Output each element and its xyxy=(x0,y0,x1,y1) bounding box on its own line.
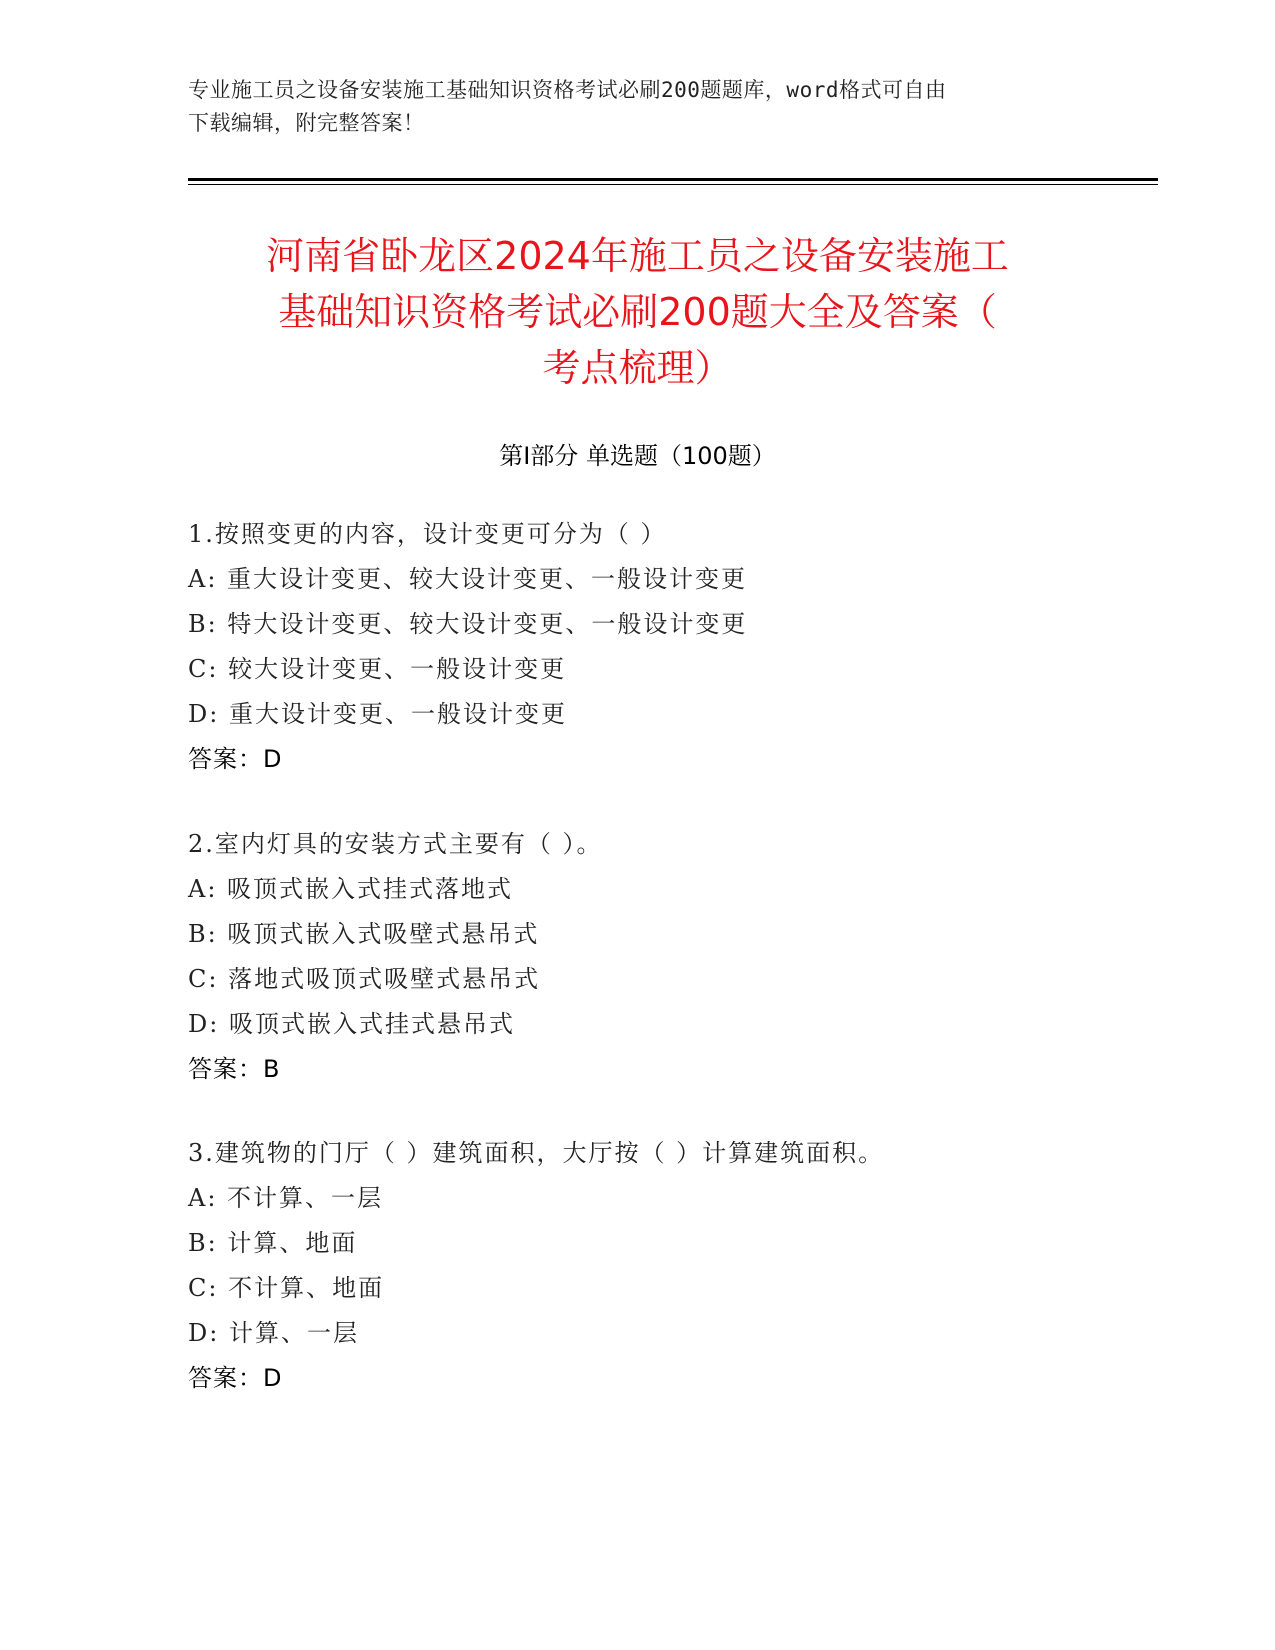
question-option-b: B: 计算、地面 xyxy=(188,1229,358,1257)
question-stem: 1.按照变更的内容，设计变更可分为（ ） xyxy=(188,520,667,548)
header-divider-thin xyxy=(188,184,1158,185)
question-option-b: B: 特大设计变更、较大设计变更、一般设计变更 xyxy=(188,610,748,638)
document-title-line-3: 考点梳理） xyxy=(542,346,733,390)
question-block xyxy=(188,1131,1148,1401)
header-divider-thick xyxy=(188,178,1158,181)
question-block xyxy=(188,512,1148,782)
question-option-c: C: 不计算、地面 xyxy=(188,1274,385,1302)
question-option-c: C: 较大设计变更、一般设计变更 xyxy=(188,655,567,683)
question-option-b: B: 吸顶式嵌入式吸壁式悬吊式 xyxy=(188,920,540,948)
document-title xyxy=(180,228,1095,396)
section-heading: 第Ⅰ部分 单选题（100题） xyxy=(499,442,776,470)
question-option-a: A: 不计算、一层 xyxy=(188,1184,384,1212)
document-title-line-2: 基础知识资格考试必刷200题大全及答案（ xyxy=(278,290,997,334)
question-answer: 答案：D xyxy=(188,1364,283,1392)
document-title-line-1: 河南省卧龙区2024年施工员之设备安装施工 xyxy=(266,234,1009,278)
header-note xyxy=(188,74,1088,140)
question-option-d: D: 计算、一层 xyxy=(188,1319,359,1347)
question-option-d: D: 重大设计变更、一般设计变更 xyxy=(188,700,567,728)
header-note-line-1: 专业施工员之设备安装施工基础知识资格考试必刷200题题库，word格式可自由 xyxy=(188,78,947,102)
question-stem: 3.建筑物的门厅（ ）建筑面积，大厅按（ ）计算建筑面积。 xyxy=(188,1139,885,1167)
question-answer: 答案：D xyxy=(188,745,283,773)
question-option-a: A: 重大设计变更、较大设计变更、一般设计变更 xyxy=(188,565,748,593)
question-option-c: C: 落地式吸顶式吸壁式悬吊式 xyxy=(188,965,541,993)
question-option-d: D: 吸顶式嵌入式挂式悬吊式 xyxy=(188,1010,515,1038)
question-answer: 答案：B xyxy=(188,1055,281,1083)
question-stem: 2.室内灯具的安装方式主要有（ ）。 xyxy=(188,830,603,858)
question-option-a: A: 吸顶式嵌入式挂式落地式 xyxy=(188,875,514,903)
question-block xyxy=(188,822,1148,1092)
header-note-line-2: 下载编辑，附完整答案！ xyxy=(188,111,425,135)
